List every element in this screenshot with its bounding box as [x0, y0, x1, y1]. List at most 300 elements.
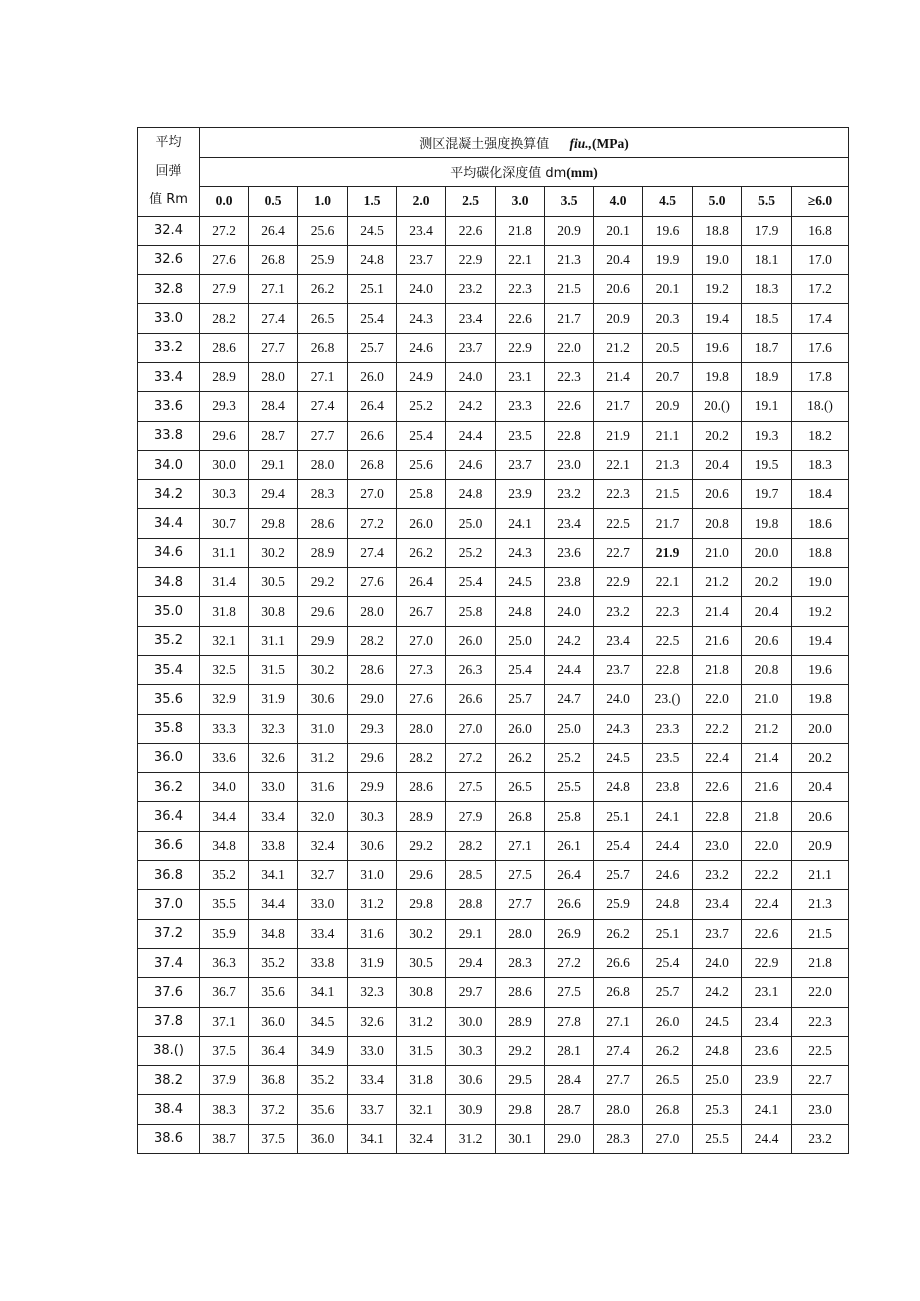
strength-value-cell: 21.3	[792, 890, 849, 919]
strength-value-cell: 33.0	[348, 1036, 397, 1065]
strength-value-cell: 23.2	[446, 275, 496, 304]
strength-value-cell: 19.0	[693, 245, 742, 274]
strength-value-cell: 23.5	[643, 743, 693, 772]
table-row	[138, 597, 849, 626]
header-row-title	[138, 128, 849, 158]
strength-value-cell: 25.8	[397, 480, 446, 509]
strength-value-cell: 28.9	[496, 1007, 545, 1036]
strength-value-cell: 24.4	[742, 1124, 792, 1153]
strength-value-cell: 30.5	[397, 948, 446, 977]
strength-value-cell: 23.0	[693, 831, 742, 860]
strength-value-cell: 29.2	[496, 1036, 545, 1065]
strength-value-cell: 26.0	[397, 509, 446, 538]
strength-value-cell: 21.3	[545, 245, 594, 274]
strength-value-cell: 24.3	[496, 538, 545, 567]
strength-value-cell: 36.0	[249, 1007, 298, 1036]
strength-value-cell: 25.2	[397, 392, 446, 421]
strength-value-cell: 23.5	[496, 421, 545, 450]
strength-value-cell: 34.9	[298, 1036, 348, 1065]
strength-value-cell: 29.6	[298, 597, 348, 626]
strength-value-cell: 23.2	[545, 480, 594, 509]
strength-value-cell: 29.1	[249, 450, 298, 479]
strength-value-cell: 28.9	[200, 362, 249, 391]
strength-value-cell: 23.4	[693, 890, 742, 919]
strength-value-cell: 25.2	[446, 538, 496, 567]
strength-value-cell: 26.8	[594, 978, 643, 1007]
strength-value-cell: 27.4	[249, 304, 298, 333]
strength-value-cell: 29.8	[397, 890, 446, 919]
strength-value-cell: 19.3	[742, 421, 792, 450]
strength-value-cell: 22.8	[545, 421, 594, 450]
strength-value-cell: 31.9	[249, 685, 298, 714]
strength-value-cell: 22.5	[594, 509, 643, 538]
depth-header-cell: 4.5	[643, 187, 693, 217]
strength-value-cell: 24.2	[446, 392, 496, 421]
strength-value-cell: 22.9	[446, 245, 496, 274]
strength-value-cell: 25.6	[298, 216, 348, 245]
strength-value-cell: 27.6	[200, 245, 249, 274]
strength-value-cell: 29.2	[397, 831, 446, 860]
strength-value-cell: 20.5	[643, 333, 693, 362]
strength-value-cell: 24.0	[594, 685, 643, 714]
strength-value-cell: 20.2	[792, 743, 849, 772]
strength-value-cell: 27.2	[200, 216, 249, 245]
strength-value-cell: 20.8	[693, 509, 742, 538]
strength-value-cell: 27.0	[348, 480, 397, 509]
strength-value-cell: 22.2	[693, 714, 742, 743]
strength-value-cell: 21.7	[594, 392, 643, 421]
strength-value-cell: 28.0	[298, 450, 348, 479]
table-row	[138, 1036, 849, 1065]
rm-value-cell: 38.6	[138, 1124, 200, 1153]
strength-value-cell: 31.6	[298, 773, 348, 802]
strength-value-cell: 26.4	[545, 861, 594, 890]
strength-value-cell: 27.4	[298, 392, 348, 421]
table-row	[138, 450, 849, 479]
depth-label-text: 平均碳化深度值 dm	[450, 166, 567, 182]
depth-header-cell: 2.0	[397, 187, 446, 217]
strength-value-cell: 22.3	[643, 597, 693, 626]
strength-value-cell: 22.1	[643, 568, 693, 597]
strength-value-cell: 32.4	[298, 831, 348, 860]
strength-value-cell: 20.0	[792, 714, 849, 743]
strength-value-cell: 25.7	[496, 685, 545, 714]
strength-value-cell: 27.5	[496, 861, 545, 890]
strength-value-cell: 23.4	[594, 626, 643, 655]
strength-value-cell: 22.6	[496, 304, 545, 333]
strength-value-cell: 22.0	[742, 831, 792, 860]
strength-value-cell: 30.9	[446, 1095, 496, 1124]
strength-value-cell: 26.2	[496, 743, 545, 772]
header-row-depth	[138, 157, 849, 187]
strength-value-cell: 25.4	[594, 831, 643, 860]
strength-value-cell: 34.5	[298, 1007, 348, 1036]
table-row	[138, 626, 849, 655]
rm-value-cell: 33.2	[138, 333, 200, 362]
strength-value-cell: 27.4	[594, 1036, 643, 1065]
table-row	[138, 831, 849, 860]
strength-value-cell: 17.9	[742, 216, 792, 245]
strength-value-cell: 25.4	[348, 304, 397, 333]
strength-value-cell: 30.7	[200, 509, 249, 538]
strength-value-cell: 20.4	[594, 245, 643, 274]
strength-value-cell: 33.4	[348, 1066, 397, 1095]
strength-value-cell: 24.4	[545, 655, 594, 684]
strength-value-cell: 25.5	[545, 773, 594, 802]
table-row	[138, 245, 849, 274]
strength-value-cell: 22.6	[545, 392, 594, 421]
strength-value-cell: 33.8	[249, 831, 298, 860]
strength-value-cell: 31.1	[200, 538, 249, 567]
strength-value-cell: 31.2	[446, 1124, 496, 1153]
strength-value-cell: 21.9	[594, 421, 643, 450]
strength-value-cell: 18.()	[792, 392, 849, 421]
strength-value-cell: 27.6	[348, 568, 397, 597]
strength-value-cell: 33.8	[298, 948, 348, 977]
table-row	[138, 1066, 849, 1095]
strength-value-cell: 30.8	[397, 978, 446, 1007]
strength-value-cell: 34.1	[348, 1124, 397, 1153]
strength-value-cell: 22.4	[693, 743, 742, 772]
strength-value-cell: 31.8	[397, 1066, 446, 1095]
strength-value-cell: 17.4	[792, 304, 849, 333]
strength-value-cell: 35.2	[200, 861, 249, 890]
strength-value-cell: 21.7	[643, 509, 693, 538]
table-row	[138, 1124, 849, 1153]
strength-value-cell: 22.1	[594, 450, 643, 479]
strength-value-cell: 34.1	[249, 861, 298, 890]
strength-value-cell: 22.0	[545, 333, 594, 362]
rm-value-cell: 37.4	[138, 948, 200, 977]
strength-value-cell: 32.3	[348, 978, 397, 1007]
strength-value-cell: 22.9	[594, 568, 643, 597]
strength-value-cell: 26.1	[545, 831, 594, 860]
strength-value-cell: 19.0	[792, 568, 849, 597]
rm-label-line: 值 Rm	[149, 192, 188, 208]
strength-value-cell: 23.7	[397, 245, 446, 274]
strength-value-cell: 24.8	[693, 1036, 742, 1065]
rm-value-cell: 34.8	[138, 568, 200, 597]
strength-value-cell: 31.5	[397, 1036, 446, 1065]
strength-value-cell: 28.8	[446, 890, 496, 919]
rm-value-cell: 37.8	[138, 1007, 200, 1036]
rm-label-line: 回弹	[155, 163, 182, 179]
strength-value-cell: 29.6	[397, 861, 446, 890]
strength-value-cell: 23.4	[742, 1007, 792, 1036]
rm-value-cell: 38.()	[138, 1036, 200, 1065]
strength-value-cell: 27.6	[397, 685, 446, 714]
strength-value-cell: 32.6	[348, 1007, 397, 1036]
strength-value-cell: 23.2	[693, 861, 742, 890]
strength-value-cell: 23.6	[545, 538, 594, 567]
strength-value-cell: 36.7	[200, 978, 249, 1007]
strength-value-cell: 34.1	[298, 978, 348, 1007]
strength-value-cell: 25.7	[643, 978, 693, 1007]
strength-value-cell: 17.2	[792, 275, 849, 304]
strength-value-cell: 20.7	[643, 362, 693, 391]
depth-header-cell: 5.5	[742, 187, 792, 217]
strength-value-cell: 22.7	[792, 1066, 849, 1095]
rm-value-cell: 32.8	[138, 275, 200, 304]
strength-value-cell: 27.0	[643, 1124, 693, 1153]
strength-value-cell: 18.1	[742, 245, 792, 274]
strength-value-cell: 27.2	[348, 509, 397, 538]
strength-value-cell: 37.9	[200, 1066, 249, 1095]
strength-value-cell: 18.6	[792, 509, 849, 538]
strength-value-cell: 19.5	[742, 450, 792, 479]
rm-value-cell: 34.0	[138, 450, 200, 479]
strength-value-cell: 27.5	[446, 773, 496, 802]
strength-value-cell: 26.4	[348, 392, 397, 421]
strength-value-cell: 19.4	[792, 626, 849, 655]
strength-value-cell: 22.3	[545, 362, 594, 391]
strength-value-cell: 19.6	[643, 216, 693, 245]
strength-value-cell: 26.6	[545, 890, 594, 919]
strength-value-cell: 24.3	[594, 714, 643, 743]
strength-value-cell: 25.4	[643, 948, 693, 977]
strength-value-cell: 21.1	[792, 861, 849, 890]
strength-value-cell: 21.6	[693, 626, 742, 655]
table-title-text: 测区混凝土强度换算值	[419, 136, 550, 152]
strength-value-cell: 21.6	[742, 773, 792, 802]
depth-header-cell: 5.0	[693, 187, 742, 217]
strength-value-cell: 26.8	[249, 245, 298, 274]
strength-value-cell: 27.9	[200, 275, 249, 304]
strength-value-cell: 25.4	[446, 568, 496, 597]
strength-value-cell: 18.4	[792, 480, 849, 509]
rm-value-cell: 37.6	[138, 978, 200, 1007]
strength-value-cell: 20.9	[792, 831, 849, 860]
strength-value-cell: 23.4	[446, 304, 496, 333]
strength-value-cell: 29.5	[496, 1066, 545, 1095]
rm-value-cell: 35.8	[138, 714, 200, 743]
strength-value-cell: 24.2	[545, 626, 594, 655]
header-row-depth-values	[138, 187, 849, 217]
strength-value-cell: 26.2	[298, 275, 348, 304]
strength-value-cell: 22.8	[643, 655, 693, 684]
strength-value-cell: 22.0	[693, 685, 742, 714]
strength-value-cell: 20.2	[742, 568, 792, 597]
strength-value-cell: 28.6	[397, 773, 446, 802]
strength-value-cell: 25.0	[446, 509, 496, 538]
table-row	[138, 685, 849, 714]
strength-value-cell: 33.3	[200, 714, 249, 743]
table-row	[138, 890, 849, 919]
rm-value-cell: 37.0	[138, 890, 200, 919]
strength-value-cell: 37.1	[200, 1007, 249, 1036]
strength-value-cell: 30.8	[249, 597, 298, 626]
strength-value-cell: 27.1	[249, 275, 298, 304]
rm-value-cell: 35.0	[138, 597, 200, 626]
strength-value-cell: 17.6	[792, 333, 849, 362]
strength-value-cell: 29.8	[496, 1095, 545, 1124]
strength-value-cell: 27.2	[446, 743, 496, 772]
strength-value-cell: 28.5	[446, 861, 496, 890]
rm-value-cell: 32.6	[138, 245, 200, 274]
strength-value-cell: 31.2	[348, 890, 397, 919]
strength-value-cell: 21.7	[545, 304, 594, 333]
strength-value-cell: 28.3	[298, 480, 348, 509]
strength-value-cell: 20.8	[742, 655, 792, 684]
strength-value-cell: 22.5	[792, 1036, 849, 1065]
strength-value-cell: 18.8	[792, 538, 849, 567]
strength-value-cell: 21.5	[792, 919, 849, 948]
strength-value-cell: 23.7	[594, 655, 643, 684]
strength-value-cell: 24.8	[496, 597, 545, 626]
strength-value-cell: 21.8	[792, 948, 849, 977]
strength-value-cell: 26.0	[446, 626, 496, 655]
rm-value-cell: 35.4	[138, 655, 200, 684]
strength-value-cell: 37.2	[249, 1095, 298, 1124]
strength-value-cell: 31.6	[348, 919, 397, 948]
strength-value-cell: 26.8	[348, 450, 397, 479]
table-row	[138, 919, 849, 948]
strength-value-cell: 19.8	[792, 685, 849, 714]
strength-value-cell: 30.3	[348, 802, 397, 831]
strength-value-cell: 26.5	[496, 773, 545, 802]
strength-value-cell: 21.5	[545, 275, 594, 304]
strength-value-cell: 32.6	[249, 743, 298, 772]
strength-value-cell: 26.8	[496, 802, 545, 831]
strength-value-cell: 36.0	[298, 1124, 348, 1153]
depth-header-cell: 0.5	[249, 187, 298, 217]
strength-value-cell: 19.7	[742, 480, 792, 509]
depth-header-cell: ≥6.0	[792, 187, 849, 217]
strength-value-cell: 28.2	[200, 304, 249, 333]
strength-value-cell: 28.4	[545, 1066, 594, 1095]
strength-value-cell: 32.1	[397, 1095, 446, 1124]
strength-value-cell: 24.1	[496, 509, 545, 538]
strength-value-cell: 27.4	[348, 538, 397, 567]
rm-value-cell: 37.2	[138, 919, 200, 948]
strength-value-cell: 31.2	[298, 743, 348, 772]
table-row	[138, 333, 849, 362]
strength-value-cell: 35.6	[249, 978, 298, 1007]
strength-value-cell: 17.0	[792, 245, 849, 274]
strength-value-cell: 21.8	[742, 802, 792, 831]
strength-value-cell: 29.0	[348, 685, 397, 714]
strength-value-cell: 27.8	[545, 1007, 594, 1036]
strength-value-cell: 29.9	[298, 626, 348, 655]
strength-value-cell: 29.9	[348, 773, 397, 802]
strength-value-cell: 30.2	[249, 538, 298, 567]
strength-value-cell: 26.2	[594, 919, 643, 948]
rm-value-cell: 33.0	[138, 304, 200, 333]
strength-value-cell: 35.9	[200, 919, 249, 948]
table-row	[138, 655, 849, 684]
strength-value-cell: 20.()	[693, 392, 742, 421]
strength-value-cell: 27.9	[446, 802, 496, 831]
strength-value-cell: 22.3	[594, 480, 643, 509]
strength-value-cell: 24.5	[348, 216, 397, 245]
strength-value-cell: 28.6	[200, 333, 249, 362]
strength-value-cell: 24.2	[693, 978, 742, 1007]
strength-value-cell: 25.0	[496, 626, 545, 655]
strength-value-cell: 21.2	[594, 333, 643, 362]
rm-value-cell: 36.0	[138, 743, 200, 772]
strength-value-cell: 24.9	[397, 362, 446, 391]
strength-value-cell: 22.9	[742, 948, 792, 977]
strength-value-cell: 20.6	[693, 480, 742, 509]
strength-value-cell: 30.2	[397, 919, 446, 948]
strength-value-cell: 18.2	[792, 421, 849, 450]
strength-value-cell: 29.6	[348, 743, 397, 772]
strength-value-cell: 23.9	[496, 480, 545, 509]
strength-value-cell: 23.4	[397, 216, 446, 245]
strength-value-cell: 22.3	[792, 1007, 849, 1036]
strength-value-cell: 24.8	[446, 480, 496, 509]
rm-value-cell: 36.6	[138, 831, 200, 860]
strength-value-cell: 27.7	[594, 1066, 643, 1095]
strength-value-cell: 31.1	[249, 626, 298, 655]
strength-value-cell: 30.0	[446, 1007, 496, 1036]
strength-value-cell: 19.1	[742, 392, 792, 421]
strength-value-cell: 26.3	[446, 655, 496, 684]
depth-header-cell: 3.5	[545, 187, 594, 217]
strength-value-cell: 26.9	[545, 919, 594, 948]
depth-header-cell: 2.5	[446, 187, 496, 217]
strength-value-cell: 29.8	[249, 509, 298, 538]
strength-value-cell: 27.1	[298, 362, 348, 391]
table-row	[138, 978, 849, 1007]
strength-value-cell: 22.2	[742, 861, 792, 890]
strength-value-cell: 25.7	[594, 861, 643, 890]
strength-value-cell: 30.2	[298, 655, 348, 684]
strength-value-cell: 21.8	[693, 655, 742, 684]
strength-value-cell: 35.5	[200, 890, 249, 919]
strength-value-cell: 25.9	[298, 245, 348, 274]
strength-value-cell: 22.4	[742, 890, 792, 919]
strength-value-cell: 23.4	[545, 509, 594, 538]
table-row	[138, 802, 849, 831]
table-row	[138, 362, 849, 391]
strength-value-cell: 23.7	[496, 450, 545, 479]
strength-value-cell: 27.7	[249, 333, 298, 362]
strength-value-cell: 23.8	[643, 773, 693, 802]
strength-value-cell: 24.0	[446, 362, 496, 391]
strength-value-cell: 37.5	[249, 1124, 298, 1153]
strength-value-cell: 25.2	[545, 743, 594, 772]
strength-value-cell: 22.8	[693, 802, 742, 831]
strength-value-cell: 24.7	[545, 685, 594, 714]
strength-value-cell: 20.0	[742, 538, 792, 567]
strength-value-cell: 23.3	[643, 714, 693, 743]
depth-header-cell: 1.5	[348, 187, 397, 217]
strength-value-cell: 19.4	[693, 304, 742, 333]
strength-value-cell: 34.4	[249, 890, 298, 919]
strength-value-cell: 26.6	[348, 421, 397, 450]
strength-value-cell: 31.0	[348, 861, 397, 890]
strength-value-cell: 18.8	[693, 216, 742, 245]
strength-value-cell: 21.9	[643, 538, 693, 567]
strength-value-cell: 33.0	[298, 890, 348, 919]
strength-value-cell: 25.8	[446, 597, 496, 626]
strength-value-cell: 25.4	[397, 421, 446, 450]
table-body	[138, 128, 849, 1154]
strength-value-cell: 20.3	[643, 304, 693, 333]
table-row	[138, 275, 849, 304]
strength-value-cell: 28.0	[397, 714, 446, 743]
strength-value-cell: 22.6	[742, 919, 792, 948]
strength-value-cell: 25.8	[545, 802, 594, 831]
strength-value-cell: 32.0	[298, 802, 348, 831]
rm-value-cell: 34.6	[138, 538, 200, 567]
rm-header-cell	[138, 128, 200, 217]
strength-value-cell: 24.8	[348, 245, 397, 274]
strength-value-cell: 29.6	[200, 421, 249, 450]
strength-value-cell: 28.9	[397, 802, 446, 831]
strength-value-cell: 24.4	[643, 831, 693, 860]
